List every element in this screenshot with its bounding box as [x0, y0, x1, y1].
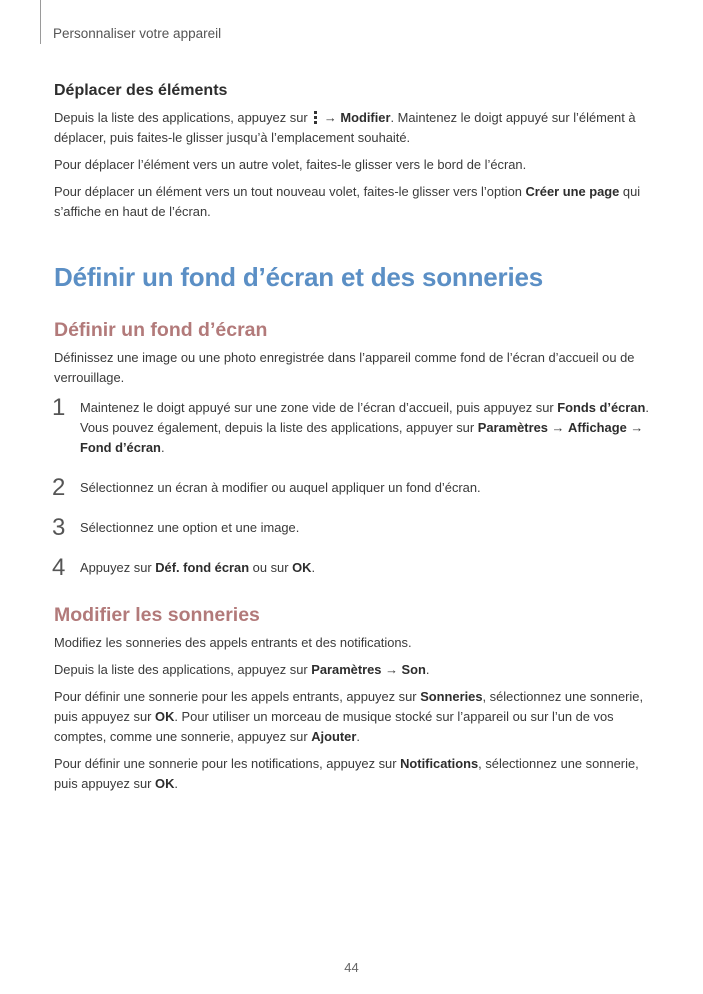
step-text: Maintenez le doigt appuyé sur une zone vide de l’écran d’accueil, puis appuyez sur Fonds d’écran. Vous pouvez également, depuis la liste des applications, appuyer sur Paramètres → Affichage → Fond d’écran.: [80, 400, 649, 455]
paragraph-deplacer-1: Depuis la liste des applications, appuyez sur → Modifier. Maintenez le doigt appuyé sur l’élément à déplacer, puis faites-le glisser jusqu’à l’emplacement souhaité.: [54, 110, 636, 145]
step-2: [52, 474, 650, 501]
more-options-icon: [313, 111, 318, 124]
page-content: [54, 82, 650, 801]
step-3: [52, 514, 650, 541]
step-4: [52, 554, 650, 581]
step-number: 2: [52, 474, 66, 501]
chapter-title: Définir un fond d’écran et des sonneries: [54, 262, 543, 292]
page-number: 44: [344, 960, 359, 975]
paragraph-sonneries-4: Pour définir une sonnerie pour les notifications, appuyez sur Notifications, sélectionnez une sonnerie, puis appuyez sur OK.: [54, 756, 639, 791]
step-text: Sélectionnez un écran à modifier ou auquel appliquer un fond d’écran.: [80, 480, 481, 495]
steps-list: [52, 394, 650, 581]
step-1: [52, 394, 650, 458]
step-number: 1: [52, 394, 66, 421]
header-title: Personnaliser votre appareil: [53, 26, 222, 41]
paragraph-sonneries-3: Pour définir une sonnerie pour les appels entrants, appuyez sur Sonneries, sélectionnez une sonnerie, puis appuyez sur OK. Pour utiliser un morceau de musique stocké sur l’appareil ou sur l’un de vos comptes, comme une sonnerie, appuyez sur Ajouter.: [54, 689, 644, 744]
step-text: Appuyez sur Déf. fond écran ou sur OK.: [80, 560, 316, 575]
paragraph-sonneries-1: Modifiez les sonneries des appels entrants et des notifications.: [54, 635, 412, 650]
step-number: 3: [52, 514, 66, 541]
paragraph-deplacer-2: Pour déplacer l’élément vers un autre volet, faites-le glisser vers le bord de l’écran.: [54, 157, 527, 172]
section-title-deplacer: Déplacer des éléments: [54, 82, 228, 99]
subsection-title-fond: Définir un fond d’écran: [54, 319, 268, 341]
header-rule: [40, 0, 41, 44]
step-number: 4: [52, 554, 66, 581]
subsection-title-sonneries: Modifier les sonneries: [54, 604, 260, 626]
paragraph-deplacer-3: Pour déplacer un élément vers un tout nouveau volet, faites-le glisser vers l’option Créer une page qui s’affiche en haut de l’écran.: [54, 184, 641, 219]
paragraph-sonneries-2: Depuis la liste des applications, appuyez sur Paramètres → Son.: [54, 662, 430, 677]
step-text: Sélectionnez une option et une image.: [80, 520, 300, 535]
paragraph-fond-intro: Définissez une image ou une photo enregistrée dans l’appareil comme fond de l’écran d’accueil ou de verrouillage.: [54, 350, 635, 385]
